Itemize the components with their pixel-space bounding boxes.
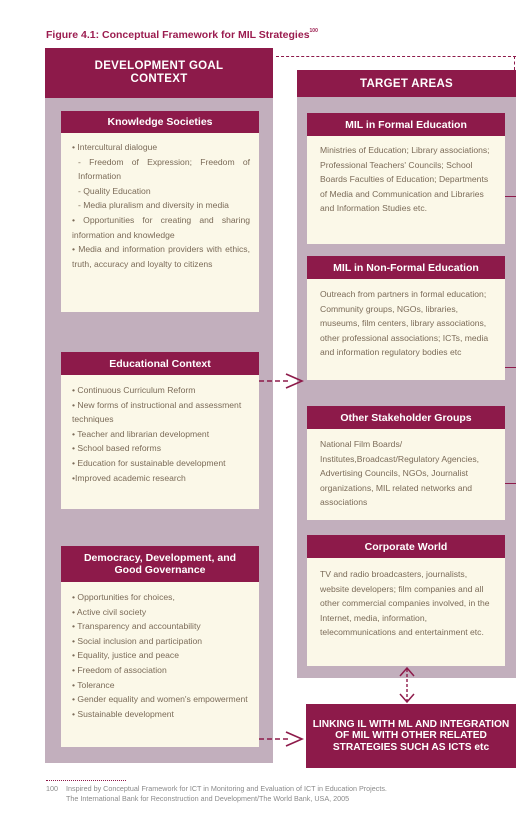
- list-item: • Education for sustainable development: [72, 457, 226, 468]
- other-stakeholder-body: National Film Boards/ Institutes,Broadcast/Regulatory Agencies, Advertising Councils, NGOs, Journalist organizations, MIL related networks and associations: [320, 439, 480, 508]
- list-item: - Media pluralism and diversity in media: [78, 200, 229, 211]
- list-item: • Transparency and accountability: [72, 621, 201, 632]
- top-dashed-connector: [276, 56, 516, 57]
- footnote-divider: [46, 780, 126, 781]
- knowledge-societies-title: Knowledge Societies: [61, 111, 259, 133]
- educational-context-title: Educational Context: [61, 352, 259, 375]
- figure-title: Figure 4.1: Conceptual Framework for MIL Strategies$^{100}$: [46, 28, 318, 41]
- list-item: - Quality Education: [78, 185, 151, 196]
- democracy-arrow: [257, 730, 307, 748]
- corporate-world-box: [307, 535, 505, 666]
- educational-context-arrow: [257, 372, 307, 390]
- list-item: •Improved academic research: [72, 472, 186, 483]
- footnote-reference: 100: [309, 28, 318, 34]
- bidirectional-vertical-arrow: [396, 666, 418, 704]
- footnote-line-2: The International Bank for Reconstruction and Development/The World Bank, USA, 2005: [66, 794, 350, 803]
- educational-context-body: [61, 375, 259, 491]
- list-item: • Intercultural dialogue: [72, 142, 158, 152]
- knowledge-societies-body: [61, 133, 259, 277]
- democracy-governance-body: [61, 582, 259, 727]
- democracy-governance-box: [61, 546, 259, 747]
- development-goal-header: DEVELOPMENT GOAL CONTEXT: [45, 48, 273, 98]
- non-formal-education-stub-line: [505, 367, 516, 368]
- formal-education-box: [307, 113, 505, 244]
- other-stakeholder-box: [307, 406, 505, 520]
- democracy-governance-title: Democracy, Development, and Good Governance: [61, 546, 259, 582]
- non-formal-education-box: [307, 256, 505, 380]
- list-item: • Freedom of association: [72, 664, 167, 675]
- footnote-number: 100: [46, 784, 58, 793]
- corporate-world-title: Corporate World: [307, 535, 505, 558]
- stakeholder-stub-line: [505, 483, 516, 484]
- list-item: • Media and information providers with ethics, truth, accuracy and loyalty to citizens: [72, 244, 250, 269]
- educational-context-box: [61, 352, 259, 509]
- list-item: • School based reforms: [72, 443, 161, 454]
- other-stakeholder-title: Other Stakeholder Groups: [307, 406, 505, 429]
- footnote: [46, 784, 387, 804]
- list-item: • New forms of instructional and assessment techniques: [72, 399, 242, 425]
- non-formal-education-title: MIL in Non-Formal Education: [307, 256, 505, 279]
- list-item: • Active civil society: [72, 606, 147, 617]
- formal-education-stub-line: [505, 196, 516, 197]
- list-item: • Tolerance: [72, 679, 115, 690]
- top-connector-drop: [514, 56, 515, 70]
- list-item: • Opportunities for creating and sharing information and knowledge: [72, 214, 250, 240]
- list-item: • Equality, justice and peace: [72, 650, 179, 661]
- formal-education-body: Ministries of Education; Library associations; Professional Teachers' Councils; School Boards Faculties of Education; Departments of Media and Communication and Libraries and Information Studies etc.: [320, 145, 490, 214]
- list-item: • Continuous Curriculum Reform: [72, 385, 196, 395]
- linking-strategies-box: LINKING IL WITH ML AND INTEGRATION OF MIL WITH OTHER RELATED STRATEGIES SUCH AS ICTS etc: [306, 704, 516, 768]
- list-item: • Gender equality and women's empowerment: [72, 694, 248, 705]
- footnote-line-1: 100 Inspired by Conceptual Framework for ICT in Monitoring and Evaluation of ICT in Education Projects.: [46, 784, 387, 793]
- list-item: • Sustainable development: [72, 708, 174, 719]
- formal-education-title: MIL in Formal Education: [307, 113, 505, 136]
- list-item: • Teacher and librarian development: [72, 428, 210, 439]
- target-areas-header: TARGET AREAS: [297, 70, 516, 97]
- list-item: - Freedom of Expression; Freedom of Information: [78, 156, 250, 182]
- list-item: • Opportunities for choices,: [72, 592, 175, 602]
- non-formal-education-body: Outreach from partners in formal education; Community groups, NGOs, libraries, museums, film centers, library associations, other professional associations; ICTs, media and information regulatory bodies etc: [320, 289, 489, 358]
- knowledge-societies-box: [61, 111, 259, 312]
- corporate-world-body: TV and radio broadcasters, journalists, website developers; film companies and all other commercial companies involved, in the Internet, media, information, telecommunications and entertainment etc.: [320, 569, 490, 638]
- list-item: • Social inclusion and participation: [72, 635, 203, 646]
